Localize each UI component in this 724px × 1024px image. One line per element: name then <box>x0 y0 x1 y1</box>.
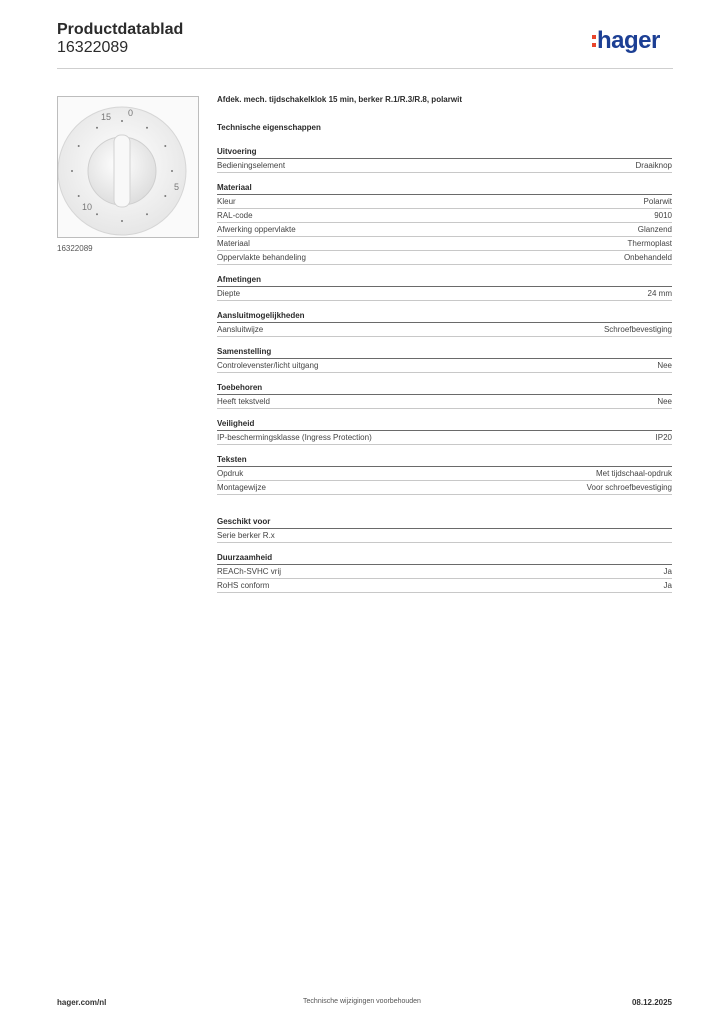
dial-tick <box>96 213 98 215</box>
dial-tick <box>71 170 73 172</box>
properties-heading: Technische eigenschappen <box>217 123 321 132</box>
group-title: Uitvoering <box>217 146 672 159</box>
property-value: Nee <box>657 361 672 370</box>
property-value: Ja <box>663 581 672 590</box>
property-label: Opdruk <box>217 469 244 478</box>
property-row <box>217 323 672 337</box>
property-label: Aansluitwijze <box>217 325 264 334</box>
property-value: Thermoplast <box>627 239 672 248</box>
property-row <box>217 223 672 237</box>
dial-tick <box>146 213 148 215</box>
dial-tick <box>171 170 173 172</box>
property-label: Diepte <box>217 289 241 298</box>
property-value: Polarwit <box>643 197 672 206</box>
dial-tick <box>164 145 166 147</box>
property-row <box>217 529 672 543</box>
property-row <box>217 251 672 265</box>
property-row <box>217 195 672 209</box>
property-group <box>217 274 672 301</box>
property-label: Serie berker R.x <box>217 531 275 540</box>
property-group <box>217 382 672 409</box>
group-title: Teksten <box>217 454 672 467</box>
property-row <box>217 395 672 409</box>
property-row <box>217 481 672 495</box>
property-label: IP-beschermingsklasse (Ingress Protection) <box>217 433 372 442</box>
property-row <box>217 431 672 445</box>
property-value: Met tijdschaal-opdruk <box>595 469 672 478</box>
property-label: Materiaal <box>217 239 250 248</box>
property-label: REACh-SVHC vrij <box>217 567 282 576</box>
property-group <box>217 346 672 373</box>
group-title: Samenstelling <box>217 346 672 359</box>
group-title: Veiligheid <box>217 418 672 431</box>
product-number: 16322089 <box>57 39 129 56</box>
group-title: Aansluitmogelijkheden <box>217 310 672 323</box>
property-label: Controlevenster/licht uitgang <box>217 361 319 370</box>
property-label: Afwerking oppervlakte <box>217 225 296 234</box>
dial-label-15: 15 <box>101 112 112 122</box>
property-group <box>217 552 672 593</box>
property-value: Ja <box>663 567 672 576</box>
dial-tick <box>121 220 123 222</box>
property-value: Schroefbevestiging <box>603 325 672 334</box>
property-row <box>217 159 672 173</box>
property-group <box>217 146 672 173</box>
property-group <box>217 516 672 543</box>
dial-tick <box>121 120 123 122</box>
property-row <box>217 209 672 223</box>
document-title: Productdatablad <box>57 21 184 38</box>
footer-date: 08.12.2025 <box>631 998 672 1007</box>
logo-text: hager <box>597 27 660 54</box>
property-row <box>217 359 672 373</box>
group-title: Afmetingen <box>217 274 672 287</box>
property-group <box>217 182 672 265</box>
property-value: Voor schroefbevestiging <box>586 483 672 492</box>
product-image <box>57 96 199 238</box>
content-column <box>217 95 672 602</box>
group-title: Toebehoren <box>217 382 672 395</box>
property-label: Montagewijze <box>217 483 266 492</box>
product-description: Afdek. mech. tijdschakelklok 15 min, berker R.1/R.3/R.8, polarwit <box>217 95 462 104</box>
image-caption: 16322089 <box>57 244 93 253</box>
footer-website[interactable]: hager.com/nl <box>57 998 107 1007</box>
property-value: Draaiknop <box>635 161 672 170</box>
property-group <box>217 418 672 445</box>
group-title: Duurzaamheid <box>217 552 672 565</box>
logo-dots-icon <box>592 35 596 47</box>
property-value: IP20 <box>655 433 672 442</box>
property-row <box>217 287 672 301</box>
property-value: Onbehandeld <box>623 253 672 262</box>
footer-disclaimer: Technische wijzigingen voorbehouden <box>303 998 421 1005</box>
group-title: Materiaal <box>217 182 672 195</box>
dial-label-5: 5 <box>174 182 180 192</box>
property-row <box>217 467 672 481</box>
dial-tick <box>78 195 80 197</box>
property-row <box>217 565 672 579</box>
dial-tick <box>146 127 148 129</box>
group-title: Geschikt voor <box>217 516 672 529</box>
property-row <box>217 579 672 593</box>
property-value: Glanzend <box>637 225 672 234</box>
property-label: Oppervlakte behandeling <box>217 253 306 262</box>
property-groups <box>217 146 672 593</box>
dial-tick <box>164 195 166 197</box>
dial-label-10: 10 <box>82 202 93 212</box>
timer-dial-illustration <box>58 97 198 237</box>
property-label: Bedieningselement <box>217 161 286 170</box>
header-divider <box>57 68 673 69</box>
property-value: 24 mm <box>647 289 672 298</box>
property-value: 9010 <box>654 211 672 220</box>
property-label: Heeft tekstveld <box>217 397 270 406</box>
property-group <box>217 310 672 337</box>
property-value: Nee <box>657 397 672 406</box>
dial-label-0: 0 <box>128 108 134 118</box>
dial-tick <box>96 127 98 129</box>
property-label: Kleur <box>217 197 236 206</box>
property-label: RAL-code <box>217 211 253 220</box>
property-row <box>217 237 672 251</box>
property-group <box>217 454 672 495</box>
dial-tick <box>78 145 80 147</box>
property-label: RoHS conform <box>217 581 270 590</box>
hager-logo[interactable] <box>592 27 660 55</box>
